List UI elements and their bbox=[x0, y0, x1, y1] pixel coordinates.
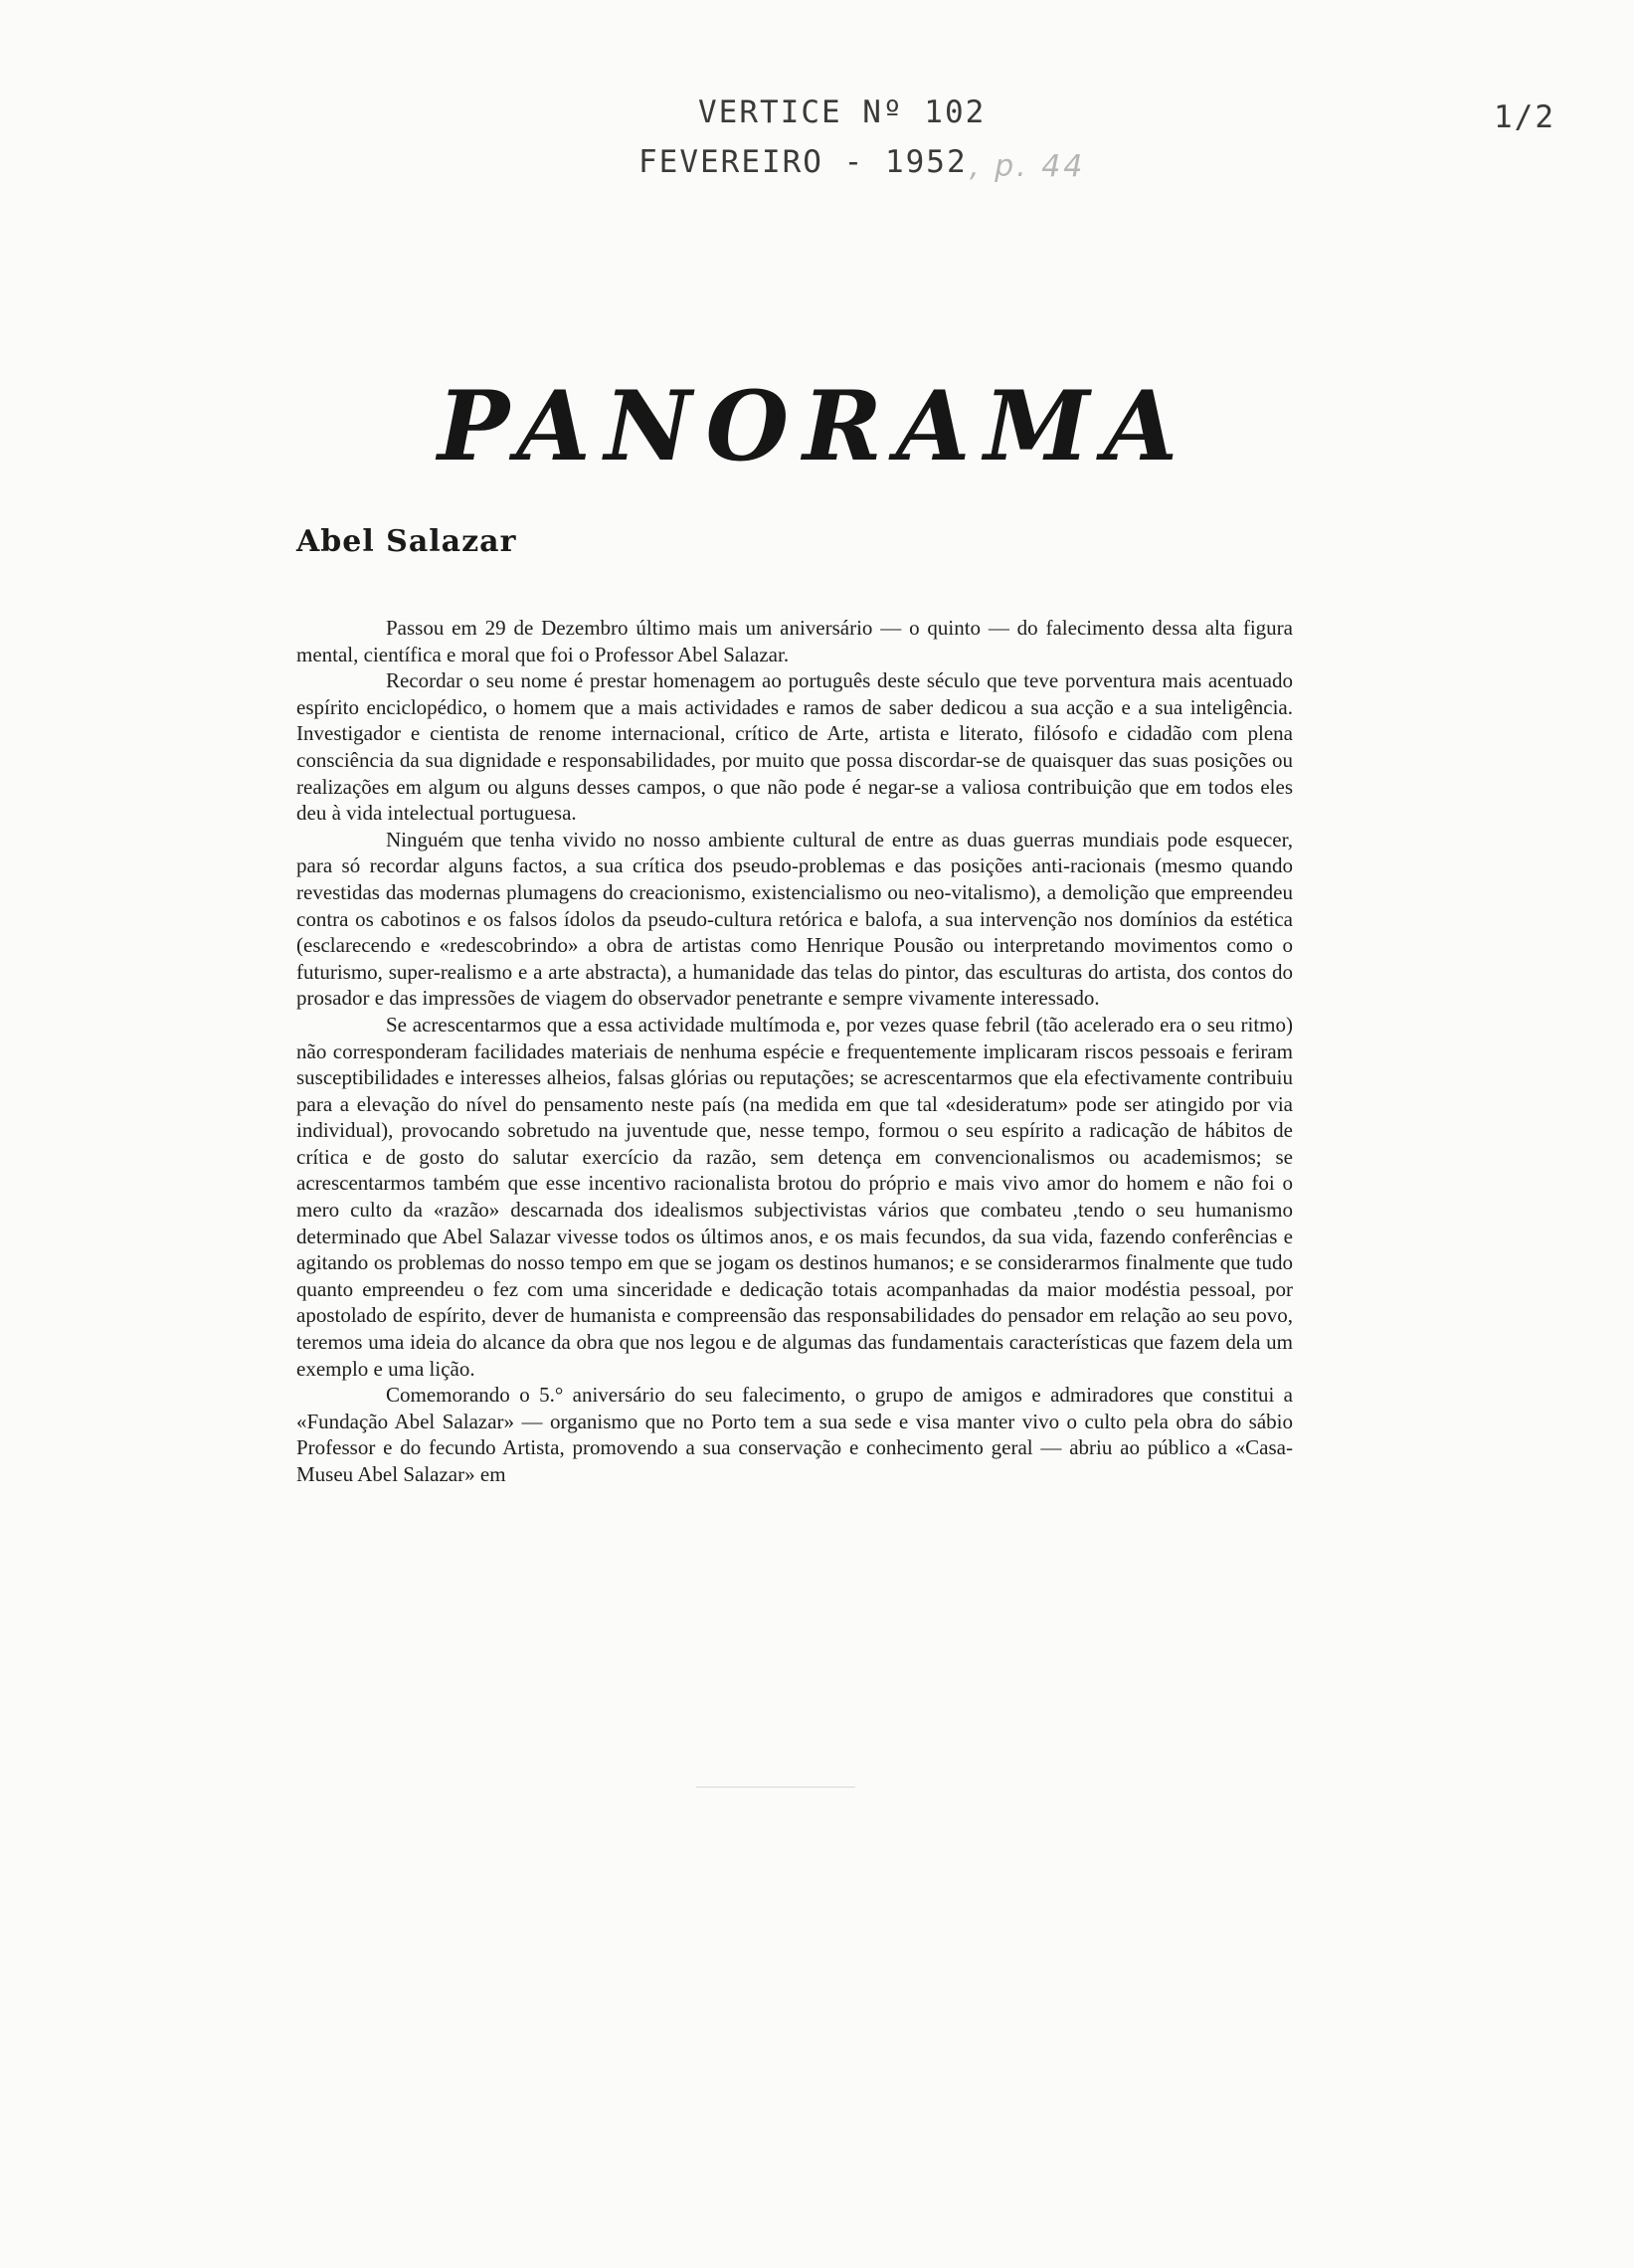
article-paragraph: Ninguém que tenha vivido no nosso ambiente cultural de entre as duas guerras mundiais pode esquecer, para só recordar alguns factos, a sua crítica dos pseudo-problemas e das posições anti-racionais (mesmo quando revestidas das modernas plumagens do creacionismo, existencialismo ou neo-vitalismo), a demolição que empreendeu contra os cabotinos e os falsos ídolos da pseudo-cultura retórica e balofa, a sua intervenção nos domínios da estética (esclarecendo e «redescobrindo» a obra de artistas como Henrique Pousão ou interpretando movimentos como o futurismo, super-realismo e a arte abstracta), a humanidade das telas do pintor, das esculturas do artista, dos contos do prosador e das impressões de viagem do observador penetrante e sempre vivamente interessado. bbox=[296, 827, 1293, 1011]
section-title: Abel Salazar bbox=[296, 524, 517, 559]
journal-issue-label: VERTICE Nº 102 bbox=[698, 94, 987, 130]
masthead-title: PANORAMA bbox=[438, 370, 1192, 482]
article-paragraph: Comemorando o 5.° aniversário do seu falecimento, o grupo de amigos e admiradores que constitui a «Fundação Abel Salazar» — organismo que no Porto tem a sua sede e visa manter vivo o culto pela obra do sábio Professor e do fecundo Artista, promovendo a sua conservação e conhecimento geral — abriu ao público a «Casa-Museu Abel Salazar» em bbox=[296, 1383, 1293, 1486]
article-body bbox=[296, 615, 1293, 1488]
article-paragraph: Passou em 29 de Dezembro último mais um aniversário — o quinto — do falecimento dessa alta figura mental, científica e moral que foi o Professor Abel Salazar. bbox=[296, 616, 1293, 666]
journal-date-label: FEVEREIRO - 1952 bbox=[638, 144, 968, 180]
divider bbox=[696, 1787, 855, 1788]
handwritten-page-note: , p. 44 bbox=[970, 149, 1086, 184]
article-paragraph: Se acrescentarmos que a essa actividade multímoda e, por vezes quase febril (tão acelerado era o seu ritmo) não corresponderam facilidades materiais de nenhuma espécie e frequentemente implicaram riscos pessoais e feriram susceptibilidades e interesses alheios, falsas glórias ou reputações; se acrescentarmos que ela efectivamente contribuiu para a elevação do nível do pensamento neste país (na medida em que tal «desideratum» pode ser atingido por via individual), provocando sobretudo na juventude que, nesse tempo, formou o seu espírito a radicação de hábitos de crítica e de gosto do salutar exercício da razão, sem detença em convencionalismos ou academismos; se acrescentarmos também que esse incentivo racionalista brotou do próprio e mais vivo amor do homem e não foi o mero culto da «razão» descarnada dos idealismos subjectivistas vários que combateu ,tendo o seu humanismo determinado que Abel Salazar vivesse todos os últimos anos, e os mais fecundos, da sua vida, fazendo conferências e agitando os problemas do nosso tempo em que se jogam os destinos humanos; e se considerarmos finalmente que tudo quanto empreendeu o fez com uma sinceridade e dedicação totais acompanhadas da maior modéstia pessoal, por apostolado de espírito, dever de humanista e compreensão das responsabilidades do pensador em relação ao seu povo, teremos uma ideia do alcance da obra que nos legou e de algumas das fundamentais características que fazem dela um exemplo e uma lição. bbox=[296, 1012, 1293, 1381]
article-paragraph: Recordar o seu nome é prestar homenagem ao português deste século que teve porventura mais acentuado espírito enciclopédico, o homem que a mais actividades e ramos de saber dedicou a sua acção e a sua inteligência. Investigador e cientista de renome internacional, crítico de Arte, artista e literato, filósofo e cidadão com plena consciência da sua dignidade e responsabilidades, por muito que possa discordar-se de quaisquer das suas posições ou realizações em algum ou alguns desses campos, o que não pode é negar-se a valiosa contribuição que em todos eles deu à vida intelectual portuguesa. bbox=[296, 668, 1293, 826]
page-number: 1/2 bbox=[1494, 99, 1555, 135]
